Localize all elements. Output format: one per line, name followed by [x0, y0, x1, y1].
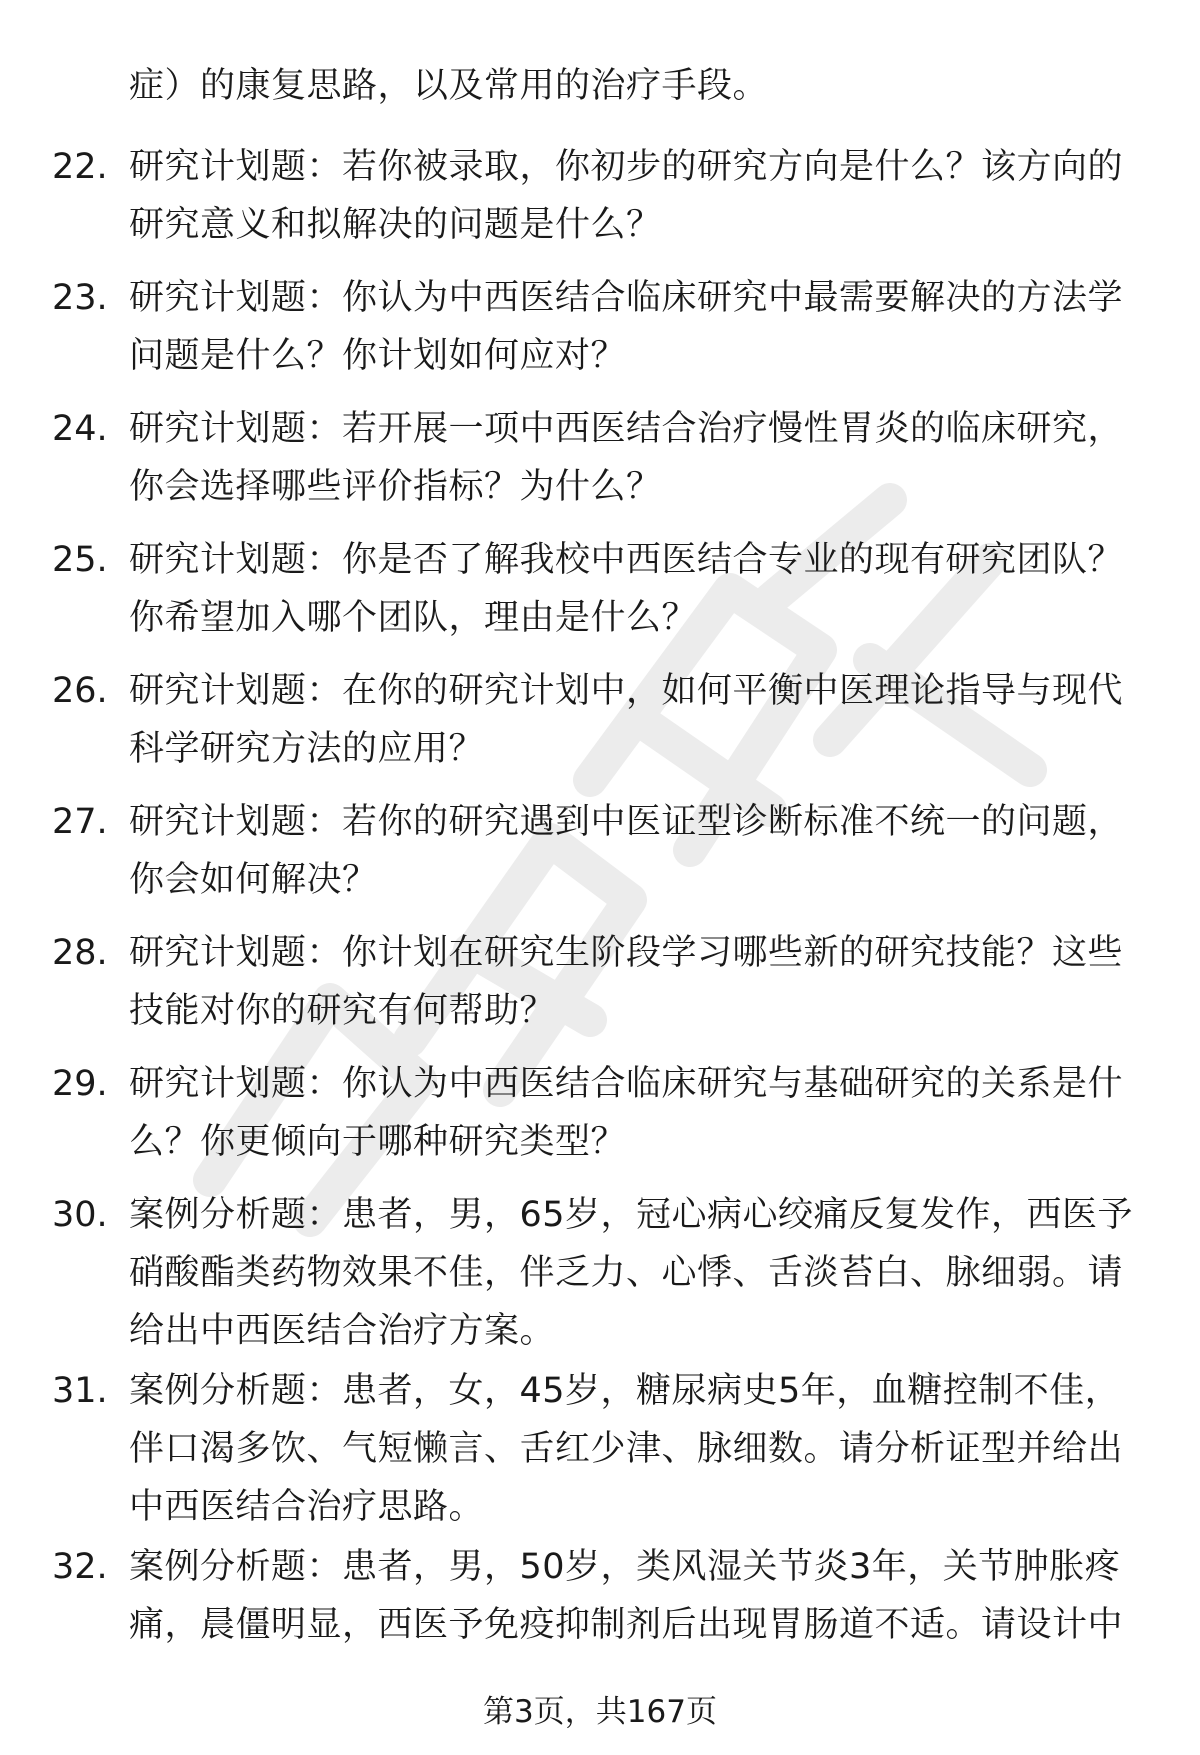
question-line: 你希望加入哪个团队，理由是什么？ — [129, 598, 698, 638]
question-number: 24. — [52, 409, 108, 449]
question-item — [0, 400, 1200, 531]
question-text — [129, 531, 1139, 647]
page-footer: 第3页，共167页 — [483, 1694, 717, 1730]
question-text — [129, 269, 1139, 385]
question-number: 29. — [52, 1064, 108, 1104]
question-text — [129, 793, 1139, 909]
question-number: 28. — [52, 933, 108, 973]
question-list — [0, 138, 1200, 1669]
continued-line: 症）的康复思路，以及常用的治疗手段。 — [129, 66, 769, 106]
question-text — [129, 138, 1139, 254]
question-line: 问题是什么？你计划如何应对？ — [129, 336, 627, 376]
question-item — [0, 662, 1200, 793]
question-number: 23. — [52, 278, 108, 318]
question-line: 研究计划题：若你的研究遇到中医证型诊断标准不统一的问题， — [129, 802, 1124, 842]
question-text — [129, 400, 1139, 516]
question-item — [0, 1055, 1200, 1186]
question-line: 技能对你的研究有何帮助？ — [129, 991, 556, 1031]
question-line: 么？你更倾向于哪种研究类型？ — [129, 1122, 627, 1162]
question-item — [0, 793, 1200, 924]
question-line: 案例分析题：患者，男，50岁，类风湿关节炎3年，关节肿胀疼 — [129, 1547, 1121, 1587]
question-line: 案例分析题：患者，男，65岁，冠心病心绞痛反复发作，西医予 — [129, 1195, 1134, 1235]
question-number: 31. — [52, 1371, 108, 1411]
question-line: 研究计划题：你计划在研究生阶段学习哪些新的研究技能？这些 — [129, 933, 1124, 973]
question-line: 伴口渴多饮、气短懒言、舌红少津、脉细数。请分析证型并给出 — [129, 1429, 1124, 1469]
question-text — [129, 1055, 1139, 1171]
question-line: 你会选择哪些评价指标？为什么？ — [129, 467, 662, 507]
question-line: 硝酸酯类药物效果不佳，伴乏力、心悸、舌淡苔白、脉细弱。请 — [129, 1253, 1124, 1293]
question-text — [129, 1362, 1139, 1536]
question-item — [0, 924, 1200, 1055]
question-number: 27. — [52, 802, 108, 842]
question-item — [0, 1362, 1200, 1538]
question-line: 研究意义和拟解决的问题是什么？ — [129, 205, 662, 245]
question-number: 26. — [52, 671, 108, 711]
question-line: 科学研究方法的应用？ — [129, 729, 485, 769]
question-number: 32. — [52, 1547, 108, 1587]
question-number: 30. — [52, 1195, 108, 1235]
question-line: 研究计划题：你是否了解我校中西医结合专业的现有研究团队？ — [129, 540, 1124, 580]
question-line: 研究计划题：若开展一项中西医结合治疗慢性胃炎的临床研究， — [129, 409, 1124, 449]
question-line: 研究计划题：你认为中西医结合临床研究与基础研究的关系是什 — [129, 1064, 1124, 1104]
question-line: 痛，晨僵明显，西医予免疫抑制剂后出现胃肠道不适。请设计中 — [129, 1605, 1124, 1645]
question-item — [0, 269, 1200, 400]
question-line: 研究计划题：若你被录取，你初步的研究方向是什么？该方向的 — [129, 147, 1124, 187]
question-text — [129, 662, 1139, 778]
question-line: 中西医结合治疗思路。 — [129, 1487, 485, 1527]
question-number: 22. — [52, 147, 108, 187]
question-item — [0, 531, 1200, 662]
question-line: 案例分析题：患者，女，45岁，糖尿病史5年，血糖控制不佳， — [129, 1371, 1121, 1411]
question-line: 研究计划题：你认为中西医结合临床研究中最需要解决的方法学 — [129, 278, 1124, 318]
question-line: 给出中西医结合治疗方案。 — [129, 1311, 556, 1351]
question-item — [0, 1186, 1200, 1362]
question-item — [0, 1538, 1200, 1669]
question-text — [129, 1538, 1139, 1654]
question-text — [129, 924, 1139, 1040]
question-text — [129, 1186, 1139, 1360]
question-line: 研究计划题：在你的研究计划中，如何平衡中医理论指导与现代 — [129, 671, 1124, 711]
question-number: 25. — [52, 540, 108, 580]
question-item — [0, 138, 1200, 269]
question-line: 你会如何解决？ — [129, 860, 378, 900]
